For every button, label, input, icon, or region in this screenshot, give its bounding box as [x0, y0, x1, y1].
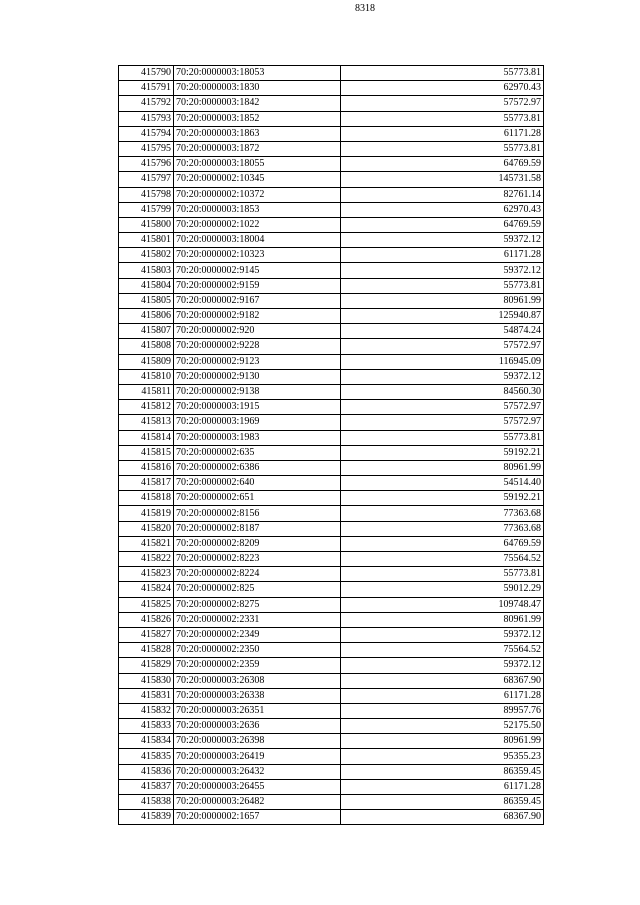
row-number-cell: 415838 [119, 795, 174, 810]
value-cell: 145731.58 [341, 172, 544, 187]
value-cell: 80961.99 [341, 293, 544, 308]
row-number-cell: 415792 [119, 96, 174, 111]
table-row [119, 339, 544, 354]
cadastral-number-cell: 70:20:0000002:9145 [174, 263, 341, 278]
value-cell: 52175.50 [341, 719, 544, 734]
row-number-cell: 415803 [119, 263, 174, 278]
cadastral-number-cell: 70:20:0000003:1915 [174, 400, 341, 415]
value-cell: 55773.81 [341, 66, 544, 81]
row-number-cell: 415809 [119, 354, 174, 369]
cadastral-number-cell: 70:20:0000002:8156 [174, 506, 341, 521]
row-number-cell: 415815 [119, 445, 174, 460]
row-number-cell: 415813 [119, 415, 174, 430]
cadastral-number-cell: 70:20:0000002:2350 [174, 643, 341, 658]
row-number-cell: 415806 [119, 309, 174, 324]
cadastral-number-cell: 70:20:0000003:18055 [174, 157, 341, 172]
cadastral-number-cell: 70:20:0000003:1983 [174, 430, 341, 445]
table-row [119, 66, 544, 81]
row-number-cell: 415805 [119, 293, 174, 308]
cadastral-number-cell: 70:20:0000002:2349 [174, 627, 341, 642]
table-row [119, 521, 544, 536]
value-cell: 61171.28 [341, 126, 544, 141]
table-row [119, 476, 544, 491]
value-cell: 64769.59 [341, 217, 544, 232]
value-cell: 80961.99 [341, 734, 544, 749]
table-row [119, 673, 544, 688]
row-number-cell: 415826 [119, 612, 174, 627]
row-number-cell: 415817 [119, 476, 174, 491]
cadastral-number-cell: 70:20:0000003:26308 [174, 673, 341, 688]
value-cell: 55773.81 [341, 278, 544, 293]
value-cell: 61171.28 [341, 248, 544, 263]
row-number-cell: 415800 [119, 217, 174, 232]
value-cell: 57572.97 [341, 96, 544, 111]
cadastral-number-cell: 70:20:0000002:640 [174, 476, 341, 491]
value-cell: 80961.99 [341, 460, 544, 475]
cadastral-number-cell: 70:20:0000002:8209 [174, 536, 341, 551]
cadastral-number-cell: 70:20:0000003:26482 [174, 795, 341, 810]
value-cell: 54874.24 [341, 324, 544, 339]
cadastral-number-cell: 70:20:0000003:26419 [174, 749, 341, 764]
table-row [119, 263, 544, 278]
table-row [119, 157, 544, 172]
value-cell: 64769.59 [341, 536, 544, 551]
value-cell: 89957.76 [341, 703, 544, 718]
value-cell: 57572.97 [341, 400, 544, 415]
table-row [119, 779, 544, 794]
row-number-cell: 415812 [119, 400, 174, 415]
table-row [119, 810, 544, 825]
table-row [119, 719, 544, 734]
cadastral-number-cell: 70:20:0000003:1830 [174, 81, 341, 96]
table-row [119, 217, 544, 232]
row-number-cell: 415820 [119, 521, 174, 536]
row-number-cell: 415799 [119, 202, 174, 217]
value-cell: 75564.52 [341, 643, 544, 658]
cadastral-number-cell: 70:20:0000003:26398 [174, 734, 341, 749]
row-number-cell: 415818 [119, 491, 174, 506]
cadastral-number-cell: 70:20:0000002:2331 [174, 612, 341, 627]
page-number: 8318 [355, 3, 375, 14]
cadastral-number-cell: 70:20:0000002:9182 [174, 309, 341, 324]
row-number-cell: 415830 [119, 673, 174, 688]
value-cell: 62970.43 [341, 202, 544, 217]
table-row [119, 111, 544, 126]
value-cell: 86359.45 [341, 764, 544, 779]
value-cell: 64769.59 [341, 157, 544, 172]
table-row [119, 582, 544, 597]
table-row [119, 749, 544, 764]
table-row [119, 430, 544, 445]
table-row [119, 764, 544, 779]
row-number-cell: 415825 [119, 597, 174, 612]
table-row [119, 415, 544, 430]
value-cell: 61171.28 [341, 779, 544, 794]
row-number-cell: 415804 [119, 278, 174, 293]
table-row [119, 309, 544, 324]
cadastral-number-cell: 70:20:0000002:9159 [174, 278, 341, 293]
cadastral-number-cell: 70:20:0000003:1853 [174, 202, 341, 217]
table-row [119, 384, 544, 399]
row-number-cell: 415819 [119, 506, 174, 521]
row-number-cell: 415833 [119, 719, 174, 734]
value-cell: 59012.29 [341, 582, 544, 597]
cadastral-number-cell: 70:20:0000003:26338 [174, 688, 341, 703]
cadastral-number-cell: 70:20:0000002:8275 [174, 597, 341, 612]
row-number-cell: 415827 [119, 627, 174, 642]
row-number-cell: 415808 [119, 339, 174, 354]
row-number-cell: 415807 [119, 324, 174, 339]
value-cell: 59192.21 [341, 491, 544, 506]
table-body [119, 66, 544, 825]
cadastral-number-cell: 70:20:0000003:1842 [174, 96, 341, 111]
value-cell: 80961.99 [341, 612, 544, 627]
cadastral-number-cell: 70:20:0000002:10345 [174, 172, 341, 187]
cadastral-number-cell: 70:20:0000002:10372 [174, 187, 341, 202]
cadastral-number-cell: 70:20:0000002:9228 [174, 339, 341, 354]
cadastral-number-cell: 70:20:0000002:920 [174, 324, 341, 339]
cadastral-number-cell: 70:20:0000003:1872 [174, 141, 341, 156]
cadastral-number-cell: 70:20:0000003:2636 [174, 719, 341, 734]
table-row [119, 506, 544, 521]
table-row [119, 567, 544, 582]
cadastral-number-cell: 70:20:0000002:8187 [174, 521, 341, 536]
table-row [119, 536, 544, 551]
cadastral-number-cell: 70:20:0000003:26351 [174, 703, 341, 718]
row-number-cell: 415822 [119, 552, 174, 567]
row-number-cell: 415791 [119, 81, 174, 96]
value-cell: 55773.81 [341, 141, 544, 156]
table-row [119, 202, 544, 217]
cadastral-number-cell: 70:20:0000002:9138 [174, 384, 341, 399]
value-cell: 86359.45 [341, 795, 544, 810]
table-row [119, 369, 544, 384]
row-number-cell: 415834 [119, 734, 174, 749]
cadastral-number-cell: 70:20:0000002:6386 [174, 460, 341, 475]
row-number-cell: 415810 [119, 369, 174, 384]
table-row [119, 460, 544, 475]
table-row [119, 126, 544, 141]
row-number-cell: 415836 [119, 764, 174, 779]
row-number-cell: 415790 [119, 66, 174, 81]
table-row [119, 734, 544, 749]
value-cell: 75564.52 [341, 552, 544, 567]
value-cell: 82761.14 [341, 187, 544, 202]
row-number-cell: 415793 [119, 111, 174, 126]
row-number-cell: 415797 [119, 172, 174, 187]
table-row [119, 354, 544, 369]
table-row [119, 643, 544, 658]
cadastral-number-cell: 70:20:0000003:1863 [174, 126, 341, 141]
table-row [119, 597, 544, 612]
table-row [119, 172, 544, 187]
table-row [119, 552, 544, 567]
cadastral-number-cell: 70:20:0000003:1969 [174, 415, 341, 430]
row-number-cell: 415811 [119, 384, 174, 399]
cadastral-number-cell: 70:20:0000002:2359 [174, 658, 341, 673]
table-row [119, 81, 544, 96]
value-cell: 68367.90 [341, 810, 544, 825]
value-cell: 109748.47 [341, 597, 544, 612]
table-row [119, 703, 544, 718]
cadastral-number-cell: 70:20:0000002:8223 [174, 552, 341, 567]
cadastral-number-cell: 70:20:0000002:9167 [174, 293, 341, 308]
row-number-cell: 415832 [119, 703, 174, 718]
cadastral-number-cell: 70:20:0000002:1657 [174, 810, 341, 825]
row-number-cell: 415816 [119, 460, 174, 475]
row-number-cell: 415835 [119, 749, 174, 764]
value-cell: 54514.40 [341, 476, 544, 491]
cadastral-number-cell: 70:20:0000002:825 [174, 582, 341, 597]
table-row [119, 187, 544, 202]
value-cell: 84560.30 [341, 384, 544, 399]
table-row [119, 141, 544, 156]
value-cell: 55773.81 [341, 111, 544, 126]
table-row [119, 233, 544, 248]
row-number-cell: 415798 [119, 187, 174, 202]
row-number-cell: 415824 [119, 582, 174, 597]
cadastral-number-cell: 70:20:0000003:26432 [174, 764, 341, 779]
row-number-cell: 415839 [119, 810, 174, 825]
value-cell: 77363.68 [341, 521, 544, 536]
row-number-cell: 415823 [119, 567, 174, 582]
table-row [119, 658, 544, 673]
row-number-cell: 415837 [119, 779, 174, 794]
cadastral-number-cell: 70:20:0000002:1022 [174, 217, 341, 232]
cadastral-number-cell: 70:20:0000002:8224 [174, 567, 341, 582]
value-cell: 95355.23 [341, 749, 544, 764]
value-cell: 68367.90 [341, 673, 544, 688]
cadastral-number-cell: 70:20:0000003:18053 [174, 66, 341, 81]
cadastral-number-cell: 70:20:0000003:1852 [174, 111, 341, 126]
table-row [119, 795, 544, 810]
value-cell: 55773.81 [341, 567, 544, 582]
cadastral-number-cell: 70:20:0000002:9123 [174, 354, 341, 369]
row-number-cell: 415802 [119, 248, 174, 263]
table-row [119, 445, 544, 460]
value-cell: 59192.21 [341, 445, 544, 460]
cadastral-number-cell: 70:20:0000002:651 [174, 491, 341, 506]
table-row [119, 400, 544, 415]
cadastral-number-cell: 70:20:0000003:26455 [174, 779, 341, 794]
value-cell: 59372.12 [341, 233, 544, 248]
row-number-cell: 415829 [119, 658, 174, 673]
cadastral-number-cell: 70:20:0000002:10323 [174, 248, 341, 263]
value-cell: 57572.97 [341, 415, 544, 430]
cadastral-value-table [118, 65, 544, 825]
value-cell: 62970.43 [341, 81, 544, 96]
cadastral-number-cell: 70:20:0000003:18004 [174, 233, 341, 248]
table-row [119, 278, 544, 293]
row-number-cell: 415814 [119, 430, 174, 445]
value-cell: 116945.09 [341, 354, 544, 369]
cadastral-number-cell: 70:20:0000002:635 [174, 445, 341, 460]
value-cell: 57572.97 [341, 339, 544, 354]
table-row [119, 96, 544, 111]
value-cell: 77363.68 [341, 506, 544, 521]
table-row [119, 612, 544, 627]
value-cell: 59372.12 [341, 263, 544, 278]
table-row [119, 324, 544, 339]
table-row [119, 293, 544, 308]
row-number-cell: 415801 [119, 233, 174, 248]
table-row [119, 627, 544, 642]
table-row [119, 688, 544, 703]
row-number-cell: 415796 [119, 157, 174, 172]
row-number-cell: 415795 [119, 141, 174, 156]
value-cell: 59372.12 [341, 369, 544, 384]
table-row [119, 491, 544, 506]
row-number-cell: 415831 [119, 688, 174, 703]
value-cell: 59372.12 [341, 627, 544, 642]
cadastral-number-cell: 70:20:0000002:9130 [174, 369, 341, 384]
value-cell: 55773.81 [341, 430, 544, 445]
row-number-cell: 415828 [119, 643, 174, 658]
value-cell: 125940.87 [341, 309, 544, 324]
row-number-cell: 415794 [119, 126, 174, 141]
value-cell: 61171.28 [341, 688, 544, 703]
row-number-cell: 415821 [119, 536, 174, 551]
value-cell: 59372.12 [341, 658, 544, 673]
table-row [119, 248, 544, 263]
